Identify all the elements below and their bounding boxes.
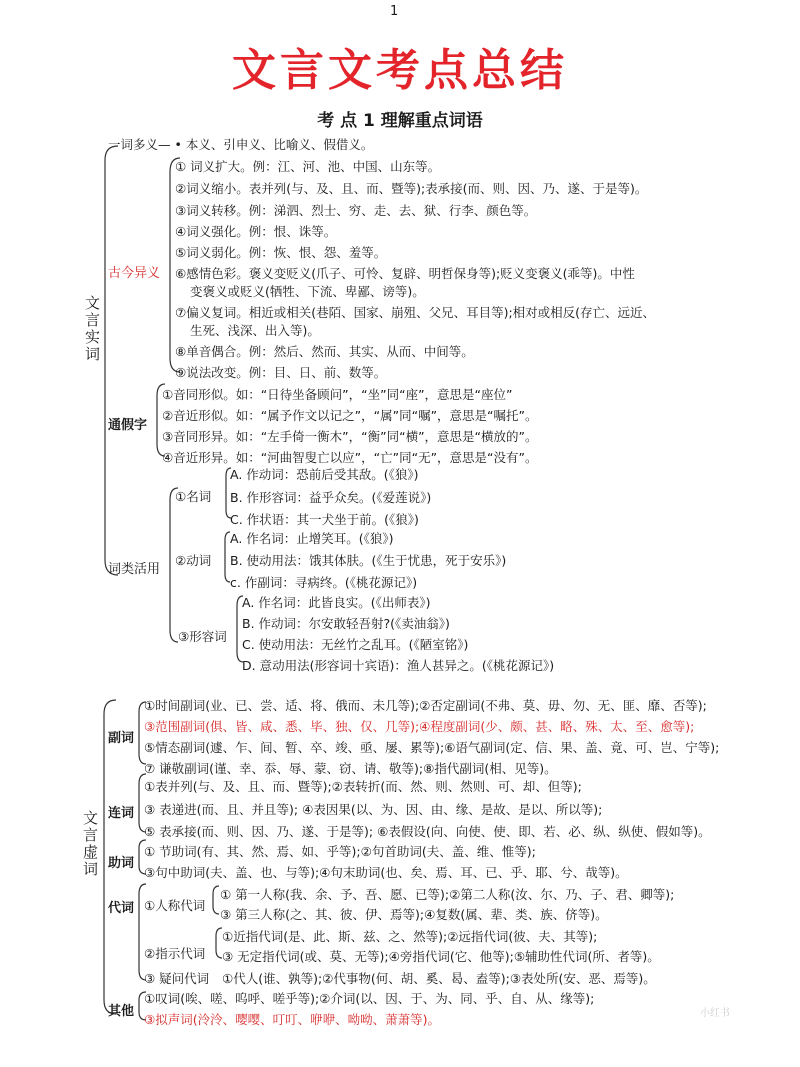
zhishi-label: ②指示代词 xyxy=(144,946,206,961)
page-number: 1 xyxy=(390,4,399,19)
dongci-label: ②动词 xyxy=(175,553,212,568)
lianci-item: ⑤ 表承接(而、则、因、乃、遂、于是等); ⑥表假设(向、向使、使、即、若、必、纵、纵使、假如等)。 xyxy=(144,824,711,839)
label-lianci: 连词 xyxy=(108,806,135,821)
mingci-item: B. 作形容词：益乎众矣。(《爱莲说》) xyxy=(230,490,432,505)
page-subtitle: 考 点 1 理解重点词语 xyxy=(317,111,483,131)
gujin-item: ②词义缩小。表并列(与、及、且、而、暨等);表承接(而、则、因、乃、遂、于是等)。 xyxy=(175,181,648,196)
gujin-item: ⑦偏义复词。相近或相关(巷陌、国家、崩殂、父兄、耳目等);相对或相反(存亡、远近、 xyxy=(175,305,656,320)
dongci-item: c. 作副词：寻病终。(《桃花源记》) xyxy=(230,575,418,590)
zhuci-item: ① 节助词(有、其、然、焉、如、乎等);②句首助词(夫、盖、维、惟等); xyxy=(144,844,536,859)
lianci-item: ①表并列(与、及、且、而、暨等);②表转折(而、然、则、然则、可、却、但等); xyxy=(144,779,582,794)
dongci-item: B. 使动用法：饿其体肤。(《生于忧患，死于安乐》) xyxy=(230,553,507,568)
zhuci-item: ③句中助词(夫、盖、也、与等);④句末助词(也、矣、焉、耳、已、乎、耶、兮、哉等)。 xyxy=(144,865,628,880)
gujin-item: ⑧单音偶合。例：然后、然而、其实、从而、中间等。 xyxy=(175,344,474,359)
label-yiciduoyi: 一词多义— • 本义、引申义、比喻义、假借义。 xyxy=(108,137,374,152)
mingci-item: A. 作动词：恐前后受其敌。(《狼》) xyxy=(230,467,419,482)
watermark: 小红书 xyxy=(700,1008,730,1019)
renchen-item: ① 第一人称(我、余、予、吾、愿、已等);②第二人称(汝、尔、乃、子、君、卿等); xyxy=(220,887,675,902)
tongjia-item: ①音同形似。如：“日待坐备顾问”，“坐”同“座”，意思是“座位” xyxy=(162,387,513,402)
xingrongci-item: B. 作动词：尔安敢轻吾射?(《卖油翁》) xyxy=(242,616,450,631)
yiciduoyi-text: 本义、引申义、比喻义、假借义。 xyxy=(185,137,374,152)
label-daici: 代词 xyxy=(108,901,135,916)
tongjia-item: ②音近形似。如：“属予作文以记之”，“属”同“嘱”，意思是“嘱托”。 xyxy=(162,408,538,423)
xingrongci-item: D. 意动用法(形容词十宾语)：渔人甚异之。(《桃花源记》) xyxy=(242,658,555,673)
renchen-label: ①人称代词 xyxy=(144,898,206,913)
fuci-item: ⑤情态副词(遽、乍、间、暂、卒、竣、亟、屡、累等);⑥语气副词(定、信、果、盖、竟、可、岂、宁等); xyxy=(144,740,720,755)
gujin-item: 生死、浅深、出入等)。 xyxy=(190,323,320,338)
label-qita: 其他 xyxy=(108,1004,135,1019)
gujin-item: ⑥感情色彩。褒义变贬义(爪子、可怜、复辟、明哲保身等);贬义变褒义(乖等)。中性 xyxy=(175,266,635,281)
gujin-item: ① 词义扩大。例：江、河、池、中国、山东等。 xyxy=(175,159,441,174)
tongjia-item: ④音近形异。如：“河曲智叟亡以应”，“亡”同“无”，意思是“没有”。 xyxy=(162,450,538,465)
page-title: 文言文考点总结 xyxy=(232,45,568,96)
label-fuci: 副词 xyxy=(108,731,135,746)
yiwen-label: ③ 疑问代词 xyxy=(144,971,210,986)
gujin-item: ③词义转移。例：涕泗、烈士、穷、走、去、狱、行李、颜色等。 xyxy=(175,203,537,218)
label-zhuci: 助词 xyxy=(108,856,135,871)
yiciduoyi-label: 一词多义 xyxy=(108,137,159,152)
xingrongci-label: ③形容词 xyxy=(178,629,227,644)
label-tongjia: 通假字 xyxy=(108,418,148,433)
renchen-item: ③ 第三人称(之、其、彼、伊、焉等);④复数(属、辈、类、族、侪等)。 xyxy=(220,907,608,922)
section-label-xuci: 文言虚词 xyxy=(81,810,99,878)
fuci-item: ①时间副词(业、已、尝、适、将、俄而、未几等);②否定副词(不弗、莫、毋、勿、无、匪、靡、否等); xyxy=(144,698,707,713)
section-label-shici: 文言实词 xyxy=(83,295,101,363)
xingrongci-item: C. 使动用法：无丝竹之乱耳。(《陋室铭》) xyxy=(242,637,469,652)
mingci-item: C. 作状语：其一犬坐于前。(《狼》) xyxy=(230,512,419,527)
yiwen-text: ①代人(谁、孰等);②代事物(何、胡、奚、曷、盍等);③表处所(安、恶、焉等)。 xyxy=(222,971,656,986)
zhishi-item: ③ 无定指代词(或、莫、无等);④旁指代词(它、他等);⑤辅助性代词(所、者等)。 xyxy=(222,949,660,964)
gujin-item: ⑤词义弱化。例：恢、恨、怨、羞等。 xyxy=(175,245,387,260)
label-gujin: 古今异义 xyxy=(108,266,161,281)
gujin-item: ④词义强化。例：恨、诛等。 xyxy=(175,224,337,239)
gujin-item: 变褒义或贬义(牺牲、下流、卑鄙、谤等)。 xyxy=(190,284,425,299)
qita-item: ①叹词(唉、嗟、呜呼、嗟乎等);②介词(以、因、于、为、同、乎、自、从、缘等); xyxy=(144,991,595,1006)
mingci-label: ①名词 xyxy=(175,489,212,504)
tongjia-item: ③音同形异。如：“左手倚一衡木”，“衡”同“横”，意思是“横放的”。 xyxy=(162,429,538,444)
fuci-item: ③范围副词(俱、皆、咸、悉、毕、独、仅、几等);④程度副词(少、颇、甚、略、殊、太、至、愈等); xyxy=(144,719,695,734)
gujin-item: ⑨说法改变。例：目、日、前、数等。 xyxy=(175,365,387,380)
xingrongci-item: A. 作名词：此皆良实。(《出师表》) xyxy=(242,595,431,610)
label-huoyong: 词类活用 xyxy=(108,562,161,577)
dongci-item: A. 作名词：止增笑耳。(《狼》) xyxy=(230,531,394,546)
qita-item: ③拟声词(泠泠、嘤嘤、叮叮、咿咿、呦呦、萧萧等)。 xyxy=(144,1012,440,1027)
lianci-item: ③ 表递进(而、且、并且等); ④表因果(以、为、因、由、缘、是故、是以、所以等); xyxy=(144,802,603,817)
zhishi-item: ①近指代词(是、此、斯、兹、之、然等);②远指代词(彼、夫、其等); xyxy=(222,929,598,944)
fuci-item: ⑦ 谦敬副词(谨、幸、忝、辱、蒙、窃、请、敬等);⑧指代副词(相、见等)。 xyxy=(144,761,557,776)
